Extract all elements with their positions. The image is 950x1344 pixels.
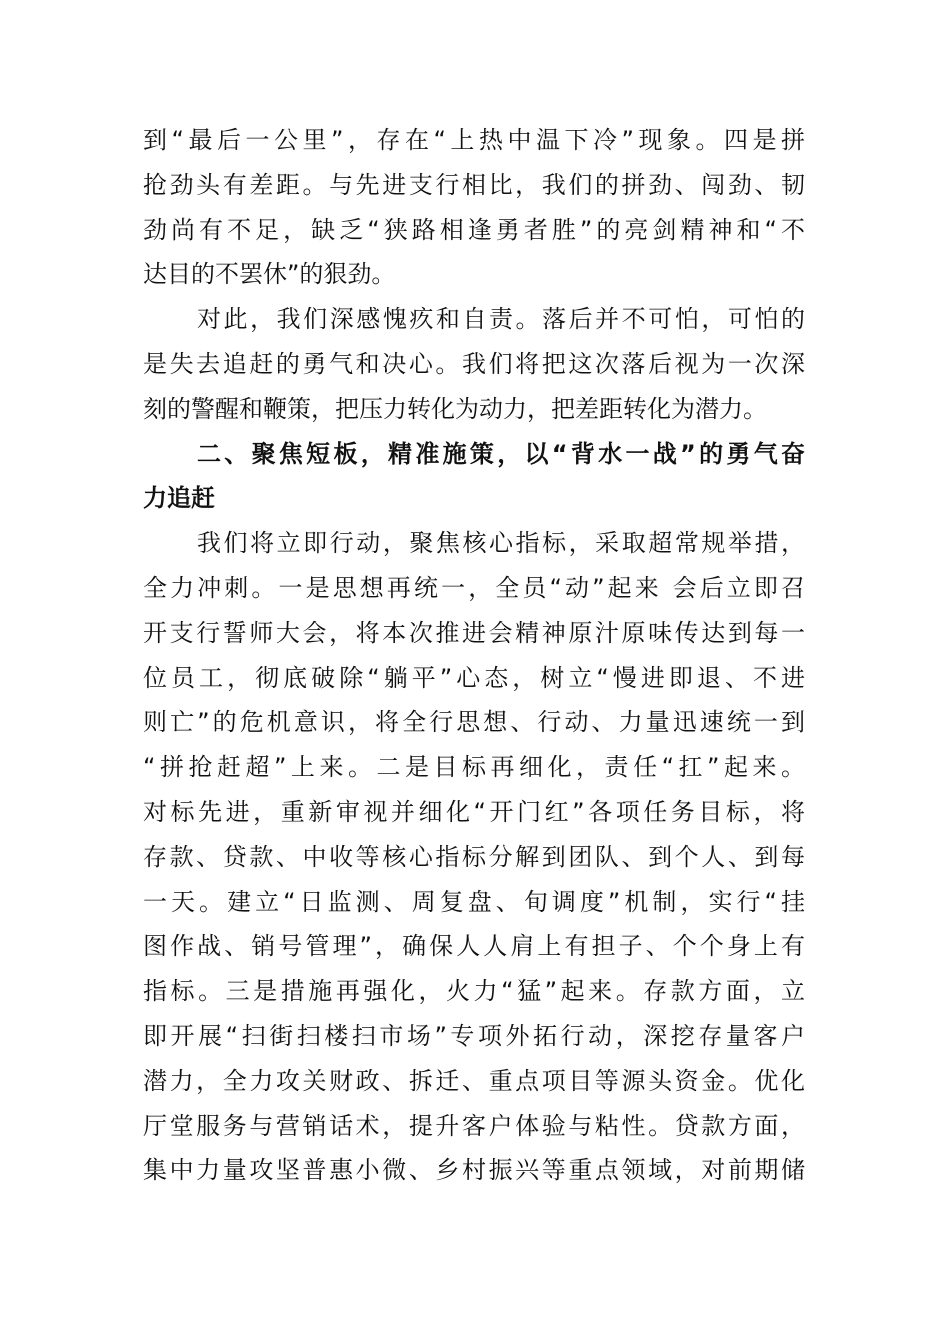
paragraph — [143, 118, 805, 297]
text-line: “拼抢赶超”上来。二是目标再细化，责任“扛”起来。 — [143, 753, 805, 782]
text-line: 全力冲刺。一是思想再统一，全员“动”起来 会后立即召 — [143, 573, 805, 602]
text-line: 一天。建立“日监测、周复盘、旬调度”机制，实行“挂 — [143, 887, 805, 916]
text-line: 刻的警醒和鞭策，把压力转化为动力，把差距转化为潜力。 — [143, 394, 767, 423]
text-line: 二、聚焦短板，精准施策，以“背水一战”的勇气奋 — [197, 439, 805, 468]
text-line: 我们将立即行动，聚焦核心指标，采取超常规举措， — [197, 529, 805, 558]
document-page — [143, 118, 805, 1193]
text-line: 对标先进，重新审视并细化“开门红”各项任务目标，将 — [143, 797, 805, 826]
text-line: 到“最后一公里”，存在“上热中温下冷”现象。四是拼 — [143, 126, 805, 154]
text-line: 即开展“扫街扫楼扫市场”专项外拓行动，深挖存量客户 — [143, 1021, 805, 1050]
text-line: 对此，我们深感愧疚和自责。落后并不可怕，可怕的 — [197, 305, 805, 334]
text-line: 图作战、销号管理”，确保人人肩上有担子、个个身上有 — [143, 932, 805, 961]
text-line: 抢劲头有差距。与先进支行相比，我们的拼劲、闯劲、韧 — [143, 170, 805, 199]
text-line: 达目的不罢休”的狠劲。 — [143, 260, 396, 289]
text-line: 存款、贷款、中收等核心指标分解到团队、到个人、到每 — [143, 842, 805, 871]
text-line: 则亡”的危机意识，将全行思想、行动、力量迅速统一到 — [143, 708, 805, 737]
text-line: 开支行誓师大会，将本次推进会精神原汁原味传达到每一 — [143, 618, 805, 647]
text-line: 潜力，全力攻关财政、拆迁、重点项目等源头资金。优化 — [143, 1066, 805, 1095]
text-line: 是失去追赶的勇气和决心。我们将把这次落后视为一次深 — [143, 349, 805, 378]
text-line: 集中力量攻坚普惠小微、乡村振兴等重点领域，对前期储 — [143, 1156, 805, 1185]
paragraph — [143, 521, 805, 1193]
text-line: 劲尚有不足，缺乏“狭路相逢勇者胜”的亮剑精神和“不 — [143, 215, 805, 244]
text-line: 厅堂服务与营销话术，提升客户体验与粘性。贷款方面， — [143, 1111, 805, 1140]
text-line: 力追赶 — [143, 484, 215, 513]
paragraph — [143, 297, 805, 431]
section-heading — [143, 432, 805, 522]
text-line: 位员工，彻底破除“躺平”心态，树立“慢进即退、不进 — [143, 663, 805, 692]
text-line: 指标。三是措施再强化，火力“猛”起来。存款方面，立 — [143, 977, 805, 1006]
